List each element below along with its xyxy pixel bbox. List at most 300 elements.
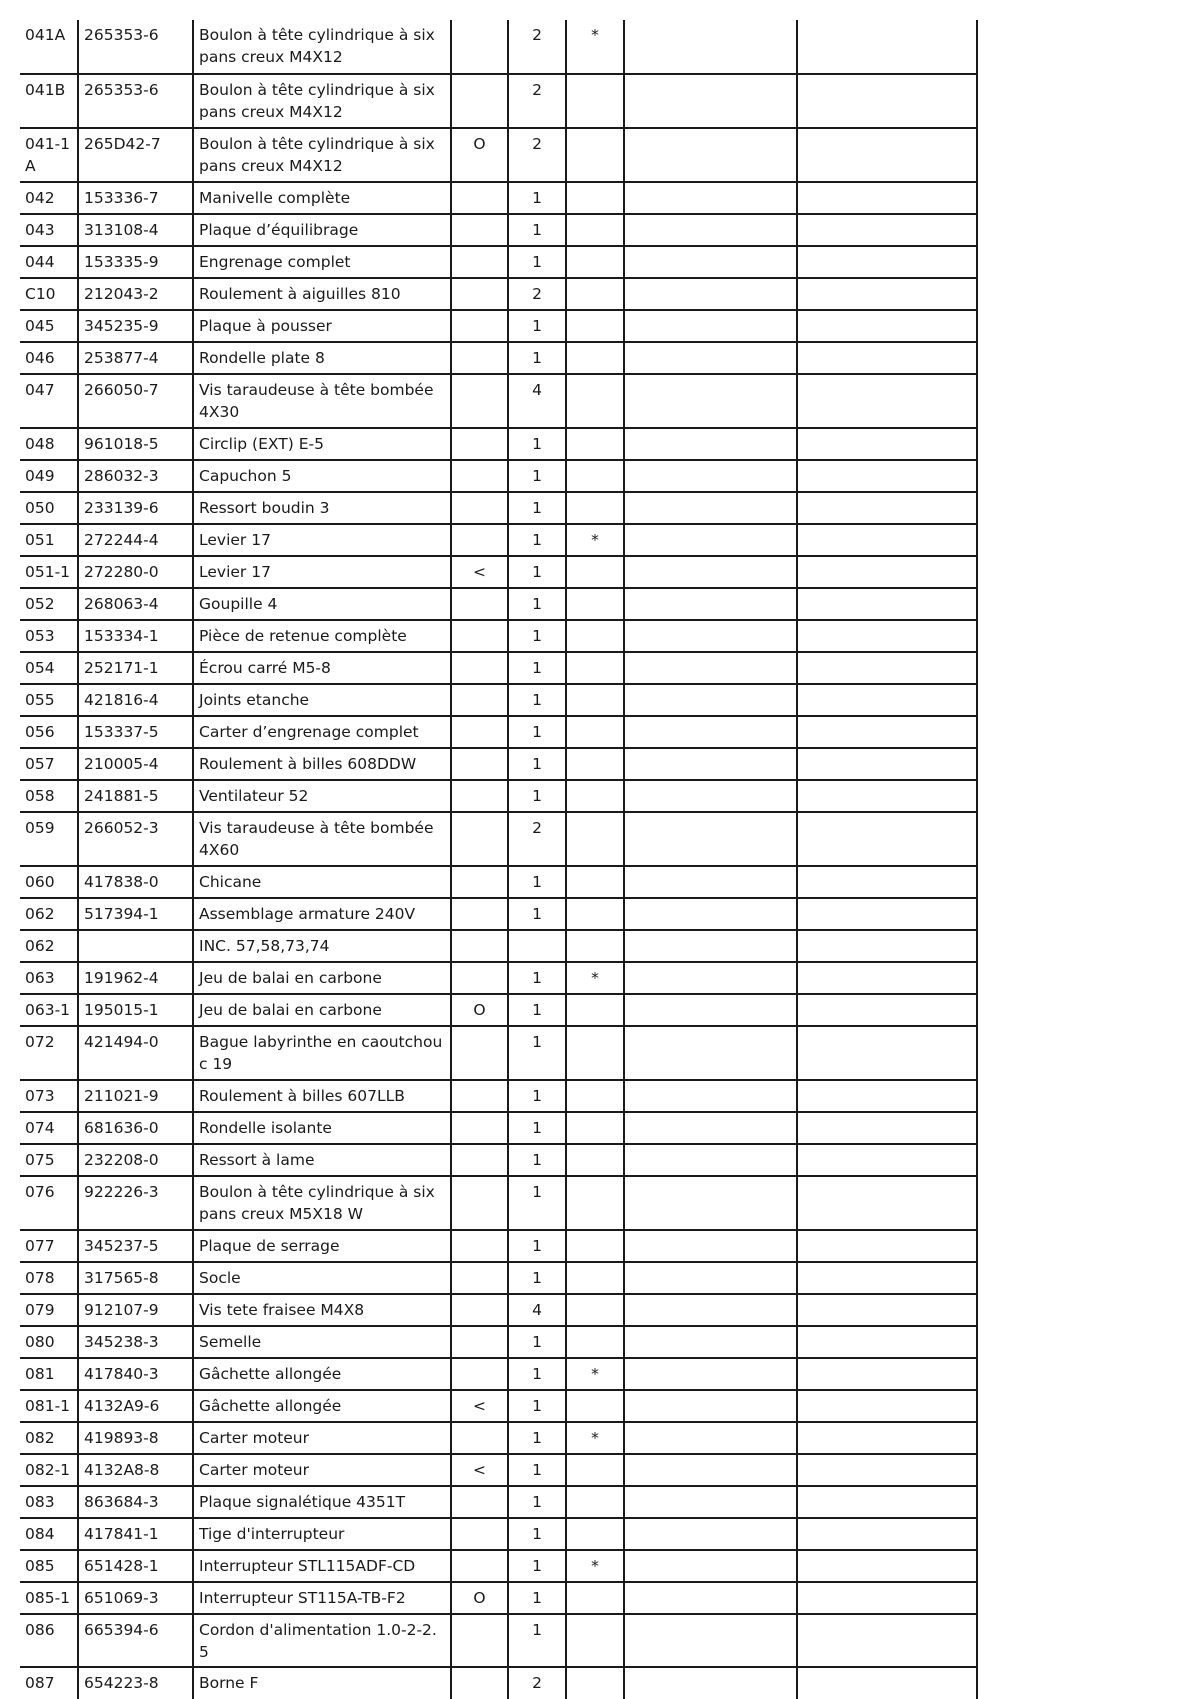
note-cell: [451, 1667, 508, 1699]
description-cell: Levier 17: [193, 556, 451, 588]
part-number-cell: 153336-7: [78, 182, 193, 214]
table-row: [20, 1294, 977, 1326]
note-cell: [451, 1422, 508, 1454]
part-number-cell: 272280-0: [78, 556, 193, 588]
mark-cell: *: [566, 962, 624, 994]
empty-cell: [797, 812, 977, 866]
quantity-cell: 1: [508, 1080, 566, 1112]
note-cell: [451, 588, 508, 620]
note-cell: [451, 1262, 508, 1294]
note-cell: [451, 214, 508, 246]
quantity-cell: 1: [508, 1230, 566, 1262]
table-row: [20, 1518, 977, 1550]
note-cell: [451, 684, 508, 716]
item-number-cell: 043: [20, 214, 78, 246]
empty-cell: [624, 962, 797, 994]
item-number-cell: 060: [20, 866, 78, 898]
note-cell: [451, 1230, 508, 1262]
empty-cell: [797, 460, 977, 492]
empty-cell: [797, 1550, 977, 1582]
note-cell: O: [451, 1582, 508, 1614]
mark-cell: [566, 1144, 624, 1176]
part-number-cell: 912107-9: [78, 1294, 193, 1326]
empty-cell: [797, 374, 977, 428]
part-number-cell: 419893-8: [78, 1422, 193, 1454]
empty-cell: [797, 524, 977, 556]
note-cell: [451, 866, 508, 898]
table-row: [20, 994, 977, 1026]
empty-cell: [624, 1262, 797, 1294]
note-cell: [451, 1518, 508, 1550]
part-number-cell: 232208-0: [78, 1144, 193, 1176]
note-cell: <: [451, 1390, 508, 1422]
part-number-cell: 654223-8: [78, 1667, 193, 1699]
mark-cell: [566, 1486, 624, 1518]
mark-cell: [566, 342, 624, 374]
mark-cell: [566, 428, 624, 460]
item-number-cell: 083: [20, 1486, 78, 1518]
note-cell: [451, 182, 508, 214]
empty-cell: [797, 1358, 977, 1390]
quantity-cell: 1: [508, 898, 566, 930]
table-row: [20, 1582, 977, 1614]
description-cell: Chicane: [193, 866, 451, 898]
empty-cell: [624, 898, 797, 930]
description-cell: Rondelle plate 8: [193, 342, 451, 374]
empty-cell: [797, 1294, 977, 1326]
item-number-cell: 082-1: [20, 1454, 78, 1486]
empty-cell: [797, 898, 977, 930]
description-cell: Joints etanche: [193, 684, 451, 716]
quantity-cell: 1: [508, 310, 566, 342]
table-row: [20, 962, 977, 994]
item-number-cell: 062: [20, 930, 78, 962]
quantity-cell: 1: [508, 214, 566, 246]
empty-cell: [797, 1262, 977, 1294]
mark-cell: *: [566, 1550, 624, 1582]
table-row: [20, 866, 977, 898]
item-number-cell: 051: [20, 524, 78, 556]
empty-cell: [797, 278, 977, 310]
description-cell: Interrupteur STL115ADF-CD: [193, 1550, 451, 1582]
table-row: [20, 524, 977, 556]
quantity-cell: [508, 930, 566, 962]
item-number-cell: 052: [20, 588, 78, 620]
empty-cell: [797, 780, 977, 812]
note-cell: [451, 620, 508, 652]
empty-cell: [624, 1144, 797, 1176]
table-row: [20, 1230, 977, 1262]
description-cell: Borne F: [193, 1667, 451, 1699]
description-cell: Tige d'interrupteur: [193, 1518, 451, 1550]
quantity-cell: 2: [508, 278, 566, 310]
mark-cell: [566, 716, 624, 748]
item-number-cell: 051-1: [20, 556, 78, 588]
part-number-cell: 922226-3: [78, 1176, 193, 1230]
note-cell: [451, 716, 508, 748]
quantity-cell: 1: [508, 1486, 566, 1518]
empty-cell: [624, 1550, 797, 1582]
part-number-cell: 153335-9: [78, 246, 193, 278]
mark-cell: [566, 588, 624, 620]
part-number-cell: 863684-3: [78, 1486, 193, 1518]
item-number-cell: 085-1: [20, 1582, 78, 1614]
note-cell: O: [451, 994, 508, 1026]
empty-cell: [624, 214, 797, 246]
description-cell: Gâchette allongée: [193, 1390, 451, 1422]
table-row: [20, 556, 977, 588]
part-number-cell: 266050-7: [78, 374, 193, 428]
item-number-cell: 047: [20, 374, 78, 428]
note-cell: [451, 278, 508, 310]
description-cell: Cordon d'alimentation 1.0-2-2.5: [193, 1614, 451, 1667]
empty-cell: [624, 1112, 797, 1144]
empty-cell: [624, 866, 797, 898]
empty-cell: [624, 20, 797, 74]
description-cell: Assemblage armature 240V: [193, 898, 451, 930]
table-row: [20, 620, 977, 652]
empty-cell: [797, 246, 977, 278]
description-cell: Boulon à tête cylindrique à six pans creux M4X12: [193, 128, 451, 182]
item-number-cell: 044: [20, 246, 78, 278]
part-number-cell: 421816-4: [78, 684, 193, 716]
empty-cell: [797, 620, 977, 652]
quantity-cell: 2: [508, 1667, 566, 1699]
table-row: [20, 1080, 977, 1112]
item-number-cell: 077: [20, 1230, 78, 1262]
part-number-cell: 681636-0: [78, 1112, 193, 1144]
note-cell: [451, 74, 508, 128]
note-cell: [451, 1026, 508, 1080]
mark-cell: [566, 1262, 624, 1294]
item-number-cell: 063-1: [20, 994, 78, 1026]
empty-cell: [624, 524, 797, 556]
note-cell: [451, 962, 508, 994]
note-cell: [451, 342, 508, 374]
item-number-cell: 076: [20, 1176, 78, 1230]
note-cell: [451, 748, 508, 780]
mark-cell: [566, 1080, 624, 1112]
description-cell: Vis taraudeuse à tête bombée 4X30: [193, 374, 451, 428]
item-number-cell: 042: [20, 182, 78, 214]
item-number-cell: 081: [20, 1358, 78, 1390]
note-cell: [451, 374, 508, 428]
description-cell: Socle: [193, 1262, 451, 1294]
table-row: [20, 930, 977, 962]
quantity-cell: 1: [508, 1112, 566, 1144]
parts-table: [20, 20, 978, 1699]
description-cell: Semelle: [193, 1326, 451, 1358]
quantity-cell: 1: [508, 1614, 566, 1667]
description-cell: Ressort boudin 3: [193, 492, 451, 524]
description-cell: Bague labyrinthe en caoutchouc 19: [193, 1026, 451, 1080]
item-number-cell: 056: [20, 716, 78, 748]
table-row: [20, 246, 977, 278]
quantity-cell: 1: [508, 652, 566, 684]
empty-cell: [797, 1144, 977, 1176]
quantity-cell: 1: [508, 962, 566, 994]
quantity-cell: 1: [508, 342, 566, 374]
mark-cell: [566, 780, 624, 812]
empty-cell: [797, 128, 977, 182]
note-cell: [451, 1080, 508, 1112]
empty-cell: [624, 182, 797, 214]
part-number-cell: 345235-9: [78, 310, 193, 342]
mark-cell: [566, 1614, 624, 1667]
description-cell: Capuchon 5: [193, 460, 451, 492]
empty-cell: [797, 1422, 977, 1454]
table-row: [20, 1550, 977, 1582]
quantity-cell: 4: [508, 374, 566, 428]
part-number-cell: 241881-5: [78, 780, 193, 812]
empty-cell: [624, 1230, 797, 1262]
table-row: [20, 1176, 977, 1230]
empty-cell: [624, 1026, 797, 1080]
empty-cell: [624, 1326, 797, 1358]
quantity-cell: 1: [508, 524, 566, 556]
part-number-cell: 211021-9: [78, 1080, 193, 1112]
part-number-cell: 233139-6: [78, 492, 193, 524]
item-number-cell: 041B: [20, 74, 78, 128]
mark-cell: [566, 866, 624, 898]
part-number-cell: 317565-8: [78, 1262, 193, 1294]
description-cell: Circlip (EXT) E-5: [193, 428, 451, 460]
empty-cell: [797, 310, 977, 342]
mark-cell: [566, 620, 624, 652]
table-row: [20, 1454, 977, 1486]
empty-cell: [797, 74, 977, 128]
empty-cell: [624, 460, 797, 492]
quantity-cell: 1: [508, 1026, 566, 1080]
note-cell: [451, 930, 508, 962]
quantity-cell: 1: [508, 556, 566, 588]
part-number-cell: 517394-1: [78, 898, 193, 930]
description-cell: Écrou carré M5-8: [193, 652, 451, 684]
quantity-cell: 1: [508, 1422, 566, 1454]
description-cell: Jeu de balai en carbone: [193, 994, 451, 1026]
table-row: [20, 128, 977, 182]
quantity-cell: 1: [508, 780, 566, 812]
mark-cell: [566, 492, 624, 524]
description-cell: Boulon à tête cylindrique à six pans creux M4X12: [193, 20, 451, 74]
item-number-cell: 055: [20, 684, 78, 716]
table-row: [20, 1422, 977, 1454]
item-number-cell: 084: [20, 1518, 78, 1550]
item-number-cell: 072: [20, 1026, 78, 1080]
part-number-cell: 252171-1: [78, 652, 193, 684]
note-cell: [451, 20, 508, 74]
mark-cell: [566, 1326, 624, 1358]
empty-cell: [797, 1614, 977, 1667]
part-number-cell: [78, 930, 193, 962]
part-number-cell: 345238-3: [78, 1326, 193, 1358]
part-number-cell: 417838-0: [78, 866, 193, 898]
empty-cell: [624, 930, 797, 962]
empty-cell: [624, 374, 797, 428]
empty-cell: [624, 310, 797, 342]
mark-cell: [566, 278, 624, 310]
empty-cell: [797, 20, 977, 74]
table-row: [20, 342, 977, 374]
note-cell: [451, 1614, 508, 1667]
table-row: [20, 182, 977, 214]
part-number-cell: 153334-1: [78, 620, 193, 652]
quantity-cell: 1: [508, 1518, 566, 1550]
empty-cell: [624, 492, 797, 524]
quantity-cell: 1: [508, 182, 566, 214]
table-row: [20, 812, 977, 866]
mark-cell: [566, 1518, 624, 1550]
description-cell: Plaque d’équilibrage: [193, 214, 451, 246]
note-cell: [451, 492, 508, 524]
mark-cell: [566, 1454, 624, 1486]
note-cell: [451, 428, 508, 460]
table-row: [20, 1486, 977, 1518]
empty-cell: [797, 1326, 977, 1358]
quantity-cell: 1: [508, 620, 566, 652]
description-cell: Gâchette allongée: [193, 1358, 451, 1390]
description-cell: Ressort à lame: [193, 1144, 451, 1176]
quantity-cell: 1: [508, 1358, 566, 1390]
quantity-cell: 2: [508, 20, 566, 74]
table-row: [20, 1358, 977, 1390]
empty-cell: [624, 1667, 797, 1699]
empty-cell: [797, 994, 977, 1026]
description-cell: Pièce de retenue complète: [193, 620, 451, 652]
table-row: [20, 588, 977, 620]
empty-cell: [624, 1422, 797, 1454]
description-cell: Ventilateur 52: [193, 780, 451, 812]
mark-cell: [566, 1294, 624, 1326]
description-cell: Manivelle complète: [193, 182, 451, 214]
mark-cell: [566, 128, 624, 182]
description-cell: INC. 57,58,73,74: [193, 930, 451, 962]
item-number-cell: C10: [20, 278, 78, 310]
note-cell: [451, 1112, 508, 1144]
item-number-cell: 045: [20, 310, 78, 342]
table-row: [20, 1326, 977, 1358]
empty-cell: [624, 246, 797, 278]
mark-cell: [566, 246, 624, 278]
note-cell: [451, 1486, 508, 1518]
note-cell: [451, 898, 508, 930]
empty-cell: [624, 812, 797, 866]
empty-cell: [624, 1486, 797, 1518]
description-cell: Carter moteur: [193, 1454, 451, 1486]
item-number-cell: 046: [20, 342, 78, 374]
mark-cell: [566, 748, 624, 780]
empty-cell: [624, 278, 797, 310]
mark-cell: [566, 1112, 624, 1144]
part-number-cell: 268063-4: [78, 588, 193, 620]
table-row: [20, 214, 977, 246]
quantity-cell: 1: [508, 1550, 566, 1582]
empty-cell: [797, 1582, 977, 1614]
description-cell: Carter d’engrenage complet: [193, 716, 451, 748]
empty-cell: [624, 128, 797, 182]
quantity-cell: 2: [508, 74, 566, 128]
quantity-cell: 1: [508, 1454, 566, 1486]
item-number-cell: 041-1A: [20, 128, 78, 182]
empty-cell: [797, 1176, 977, 1230]
quantity-cell: 1: [508, 588, 566, 620]
quantity-cell: 1: [508, 1390, 566, 1422]
table-row: [20, 652, 977, 684]
item-number-cell: 054: [20, 652, 78, 684]
description-cell: Plaque signalétique 4351T: [193, 1486, 451, 1518]
quantity-cell: 1: [508, 994, 566, 1026]
part-number-cell: 417841-1: [78, 1518, 193, 1550]
empty-cell: [797, 684, 977, 716]
part-number-cell: 195015-1: [78, 994, 193, 1026]
empty-cell: [797, 1230, 977, 1262]
mark-cell: [566, 684, 624, 716]
empty-cell: [624, 684, 797, 716]
mark-cell: [566, 1582, 624, 1614]
empty-cell: [624, 1390, 797, 1422]
description-cell: Interrupteur ST115A-TB-F2: [193, 1582, 451, 1614]
table-row: [20, 716, 977, 748]
quantity-cell: 2: [508, 128, 566, 182]
quantity-cell: 1: [508, 428, 566, 460]
item-number-cell: 079: [20, 1294, 78, 1326]
item-number-cell: 073: [20, 1080, 78, 1112]
empty-cell: [797, 342, 977, 374]
table-row: [20, 1112, 977, 1144]
part-number-cell: 651069-3: [78, 1582, 193, 1614]
quantity-cell: 1: [508, 1176, 566, 1230]
part-number-cell: 286032-3: [78, 460, 193, 492]
table-row: [20, 20, 977, 74]
mark-cell: [566, 374, 624, 428]
table-row: [20, 780, 977, 812]
item-number-cell: 080: [20, 1326, 78, 1358]
empty-cell: [624, 74, 797, 128]
description-cell: Vis tete fraisee M4X8: [193, 1294, 451, 1326]
mark-cell: [566, 556, 624, 588]
empty-cell: [624, 620, 797, 652]
mark-cell: *: [566, 524, 624, 556]
mark-cell: [566, 930, 624, 962]
mark-cell: *: [566, 1422, 624, 1454]
quantity-cell: 1: [508, 1144, 566, 1176]
note-cell: [451, 1144, 508, 1176]
empty-cell: [797, 962, 977, 994]
description-cell: Plaque à pousser: [193, 310, 451, 342]
table-row: [20, 278, 977, 310]
item-number-cell: 086: [20, 1614, 78, 1667]
empty-cell: [624, 652, 797, 684]
empty-cell: [624, 780, 797, 812]
item-number-cell: 050: [20, 492, 78, 524]
mark-cell: [566, 182, 624, 214]
mark-cell: [566, 994, 624, 1026]
empty-cell: [797, 214, 977, 246]
mark-cell: *: [566, 20, 624, 74]
table-row: [20, 374, 977, 428]
table-row: [20, 492, 977, 524]
item-number-cell: 048: [20, 428, 78, 460]
description-cell: Boulon à tête cylindrique à six pans creux M5X18 W: [193, 1176, 451, 1230]
empty-cell: [624, 342, 797, 374]
quantity-cell: 1: [508, 716, 566, 748]
empty-cell: [624, 1358, 797, 1390]
description-cell: Vis taraudeuse à tête bombée 4X60: [193, 812, 451, 866]
empty-cell: [797, 1026, 977, 1080]
note-cell: [451, 1326, 508, 1358]
table-row: [20, 1667, 977, 1699]
item-number-cell: 058: [20, 780, 78, 812]
